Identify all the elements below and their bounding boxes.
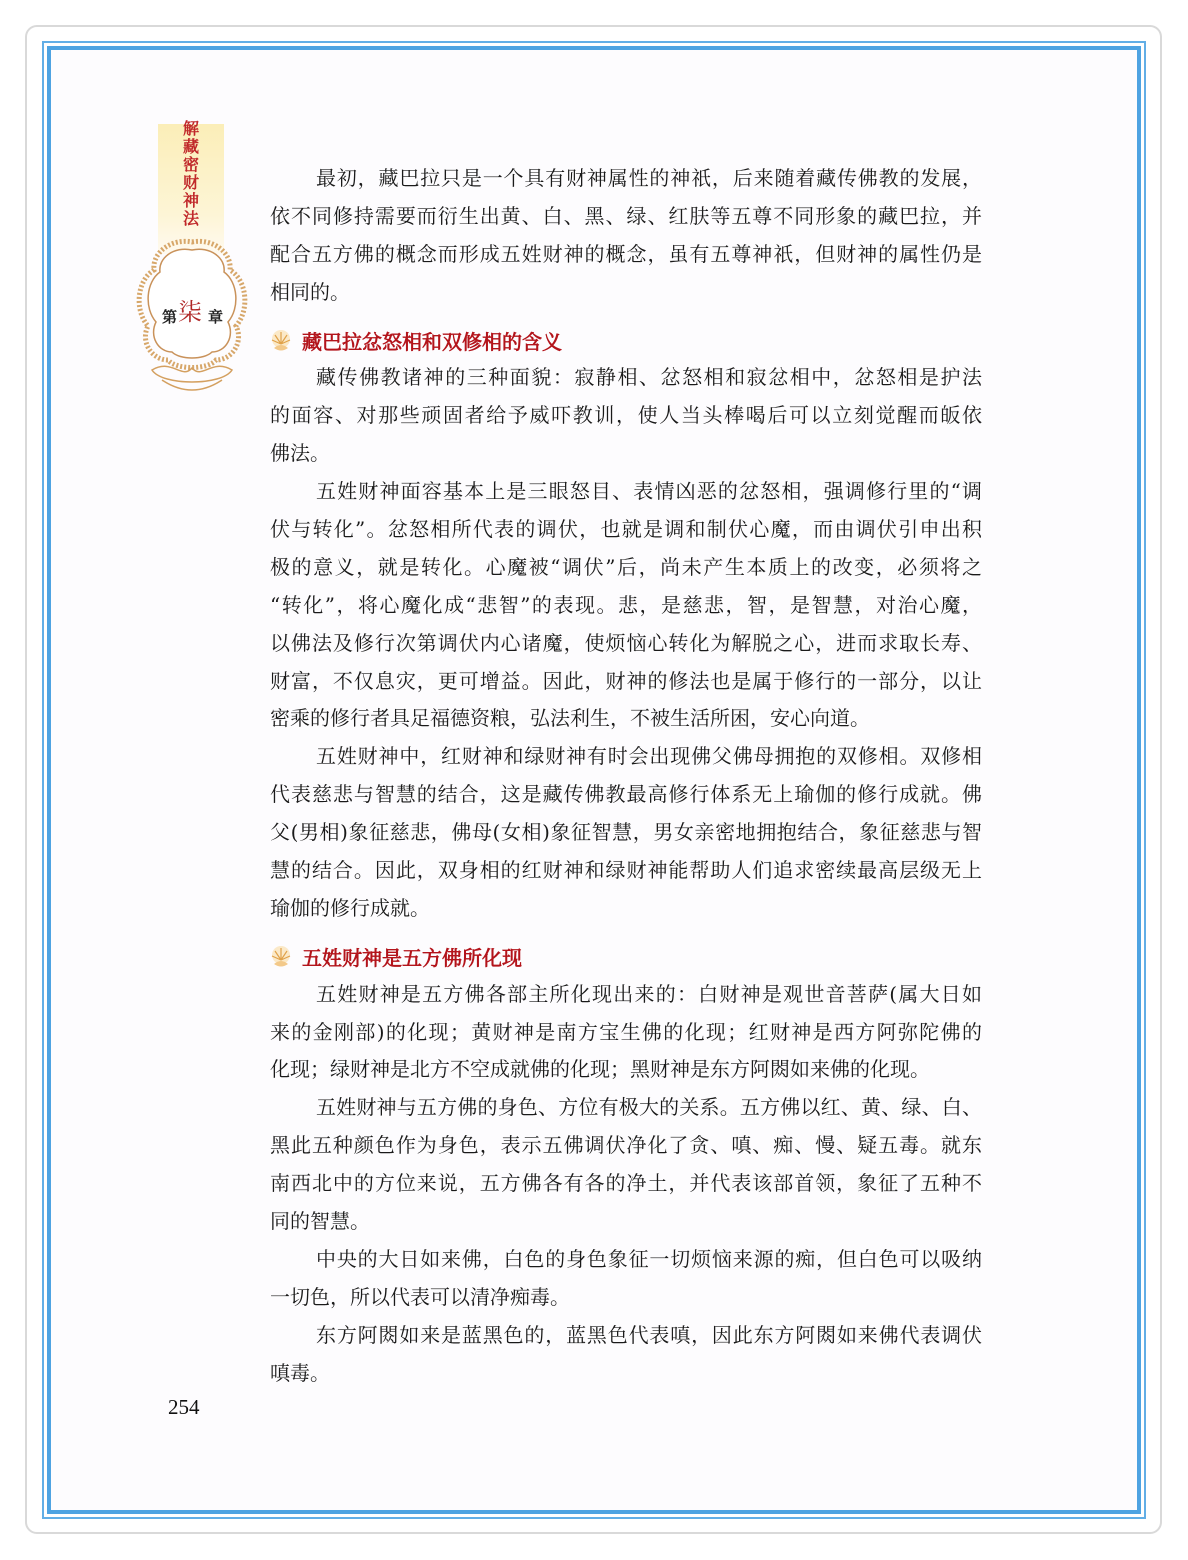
paragraph [270,976,982,1090]
text-line: 最初，藏巴拉只是一个具有财神属性的神祇，后来随着藏传佛教的发展， [316,166,982,190]
lotus-flower-icon [268,328,294,354]
book-title-vertical: 解藏密财神法 [182,119,199,228]
text-line: 五姓财神与五方佛的身色、方位有极大的关系。五方佛以红、黄、绿、白、 [316,1095,982,1120]
text-line: 的面容、对那些顽固者给予威吓教训，使人当头棒喝后可以立刻觉醒而皈依 [270,403,982,428]
text-line: 中央的大日如来佛，白色的身色象征一切烦恼来源的痴，但白色可以吸纳 [316,1246,982,1271]
text-line: 同的智慧。 [270,1209,370,1234]
paragraph [270,359,982,473]
paragraph [270,160,982,312]
text-line: 藏传佛教诸神的三种面貌：寂静相、忿怒相和寂忿相中，忿怒相是护法 [316,365,982,390]
text-line: “转化”，将心魔化成“悲智”的表现。悲，是慈悲，智，是智慧，对治心魔， [270,592,982,617]
chapter-prefix: 第 [162,308,178,326]
text-line: 以佛法及修行次第调伏内心诸魔，使烦恼心转化为解脱之心，进而求取长寿、 [270,630,982,655]
section-heading [270,322,982,360]
text-line: 密乘的修行者具足福德资粮，弘法利生，不被生活所困，安心向道。 [270,706,870,731]
text-line: 化现；绿财神是北方不空成就佛的化现；黑财神是东方阿閦如来佛的化现。 [270,1057,930,1082]
text-line: 五姓财神面容基本上是三眼怒目、表情凶恶的忿怒相，强调修行里的“调 [316,479,982,504]
text-line: 东方阿閦如来是蓝黑色的，蓝黑色代表嗔，因此东方阿閦如来佛代表调伏 [316,1322,982,1347]
chapter-suffix: 章 [208,308,224,326]
paragraph [270,1317,982,1393]
section-heading [270,938,982,976]
text-line: 黑此五种颜色作为身色，表示五佛调伏净化了贪、嗔、痴、慢、疑五毒。就东 [270,1133,982,1158]
text-line: 父(男相)象征慈悲，佛母(女相)象征智慧，男女亲密地拥抱结合，象征慈悲与智 [270,820,982,845]
paragraph [270,1241,982,1317]
text-line: 相同的。 [270,279,350,304]
text-line: 慧的结合。因此，双身相的红财神和绿财神能帮助人们追求密续最高层级无上 [270,858,982,883]
paragraph [270,738,982,927]
text-line: 财富，不仅息灾，更可增益。因此，财神的修法也是属于修行的一部分，以让 [270,668,982,693]
text-line: 伏与转化”。忿怒相所代表的调伏，也就是调和制伏心魔，而由调伏引申出积 [270,517,982,542]
body-text [270,160,982,1393]
text-line: 五姓财神是五方佛各部主所化现出来的：白财神是观世音菩萨(属大日如 [316,981,982,1006]
text-line: 五姓财神中，红财神和绿财神有时会出现佛父佛母拥抱的双修相。双修相 [316,744,982,769]
text-line: 佛法。 [270,441,330,466]
text-line: 南西北中的方位来说，五方佛各有各的净土，并代表该部首领，象征了五种不 [270,1171,982,1196]
text-line: 极的意义，就是转化。心魔被“调伏”后，尚未产生本质上的改变，必须将之 [270,554,982,579]
text-line: 一切色，所以代表可以清净痴毒。 [270,1284,570,1309]
lotus-flower-icon [268,944,294,970]
page-number: 254 [168,1395,200,1419]
text-line: 代表慈悲与智慧的结合，这是藏传佛教最高修行体系无上瑜伽的修行成就。佛 [270,782,982,807]
paragraph [270,473,982,738]
chapter-number: 柒 [178,298,202,326]
text-line: 瑜伽的修行成就。 [270,895,430,920]
section-heading-text: 五姓财神是五方佛所化现 [302,946,522,971]
text-line: 嗔毒。 [270,1360,330,1385]
text-line: 来的金刚部)的化现；黄财神是南方宝生佛的化现；红财神是西方阿弥陀佛的 [270,1019,982,1044]
text-line: 依不同修持需要而衍生出黄、白、黑、绿、红肤等五尊不同形象的藏巴拉，并 [270,203,982,228]
section-heading-text: 藏巴拉忿怒相和双修相的含义 [302,330,562,354]
paragraph [270,1089,982,1241]
text-line: 配合五方佛的概念而形成五姓财神的概念，虽有五尊神祇，但财神的属性仍是 [270,241,982,266]
